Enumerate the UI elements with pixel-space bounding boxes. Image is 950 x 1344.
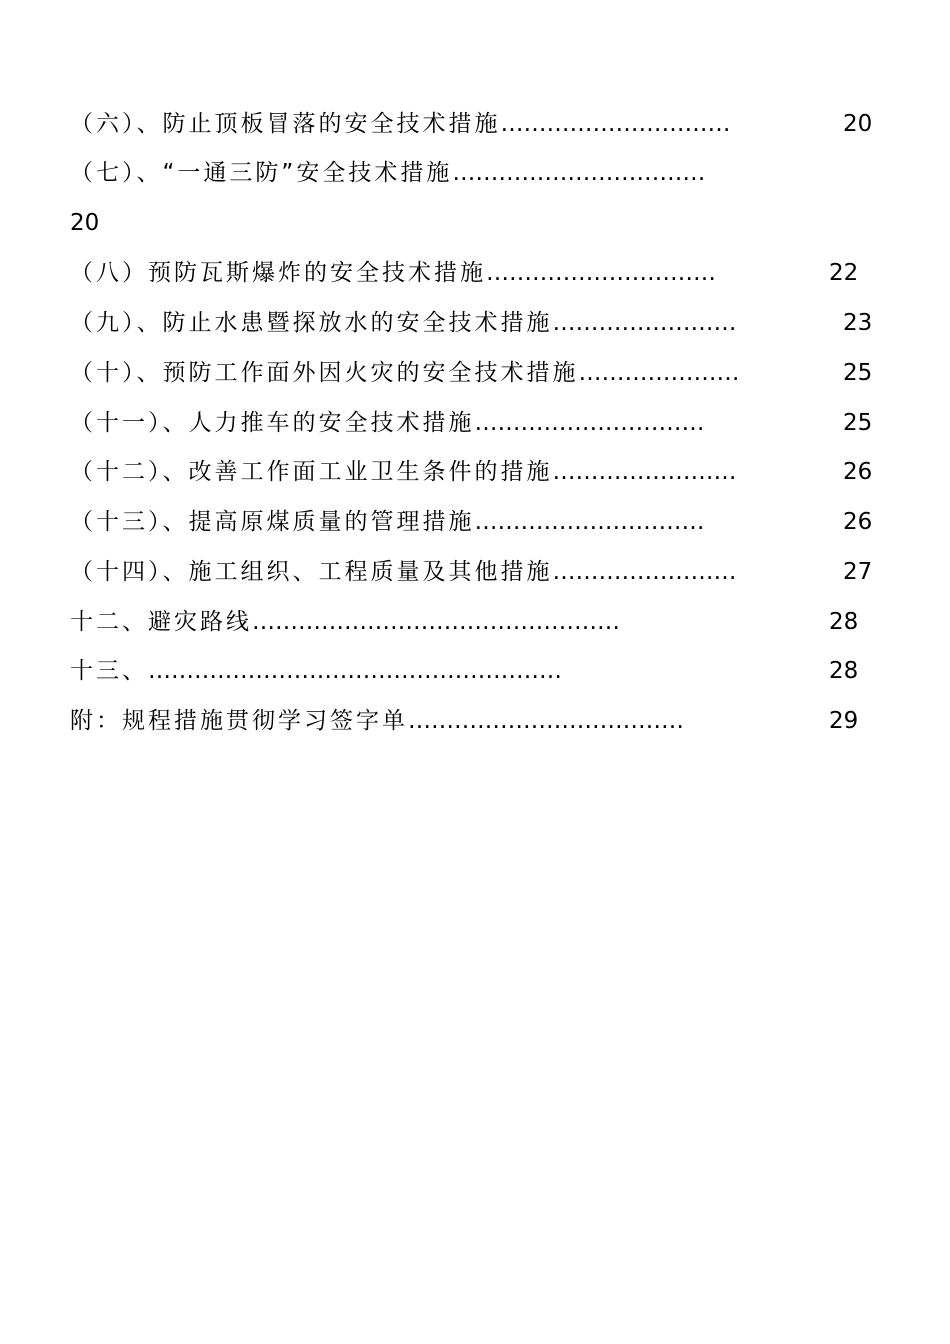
toc-page-number: 22 [829, 260, 859, 286]
toc-entry [70, 651, 815, 691]
toc-entry-label: （十一）、人力推车的安全技术措施 [70, 410, 475, 436]
toc-entry-label: （十）、预防工作面外因火灾的安全技术措施 [70, 360, 579, 386]
toc-entry-label: （十三）、提高原煤质量的管理措施 [70, 509, 475, 535]
toc-leader-dots: ………………………… [474, 509, 705, 535]
toc-page-number: 25 [843, 360, 873, 386]
toc-leader-dots: ………………………………………… [252, 609, 620, 635]
toc-page-number: 23 [843, 310, 873, 336]
toc-page-number: 20 [70, 210, 100, 236]
toc-entry [70, 452, 840, 492]
toc-entry [70, 701, 815, 741]
toc-page-number: 26 [843, 509, 873, 535]
toc-leader-dots: ………………………… [500, 111, 731, 137]
toc-page-number: 26 [843, 459, 873, 485]
toc-leader-dots: ………………………… [474, 410, 705, 436]
toc-leader-dots: …………………… [552, 310, 737, 336]
toc-leader-dots: …………………………… [452, 160, 706, 186]
toc-entry-label: （七）、“一通三防”安全技术措施 [70, 160, 453, 186]
toc-page-number: 28 [829, 609, 859, 635]
toc-entry [70, 153, 880, 193]
toc-leader-dots: ……………………………… [408, 708, 684, 734]
toc-entry [70, 502, 840, 542]
toc-entry-label: 十三、 [70, 658, 148, 684]
toc-entry-label: 十二、避灾路线 [70, 609, 252, 635]
toc-leader-dots: ………………… [578, 360, 740, 386]
toc-entry [70, 104, 850, 144]
toc-page-number: 25 [843, 410, 873, 436]
toc-entry [70, 303, 840, 343]
toc-page-number: 27 [843, 559, 873, 585]
toc-leader-dots: ………………………… [486, 260, 716, 286]
toc-entry [70, 552, 840, 592]
toc-leader-dots: ……………………………………………… [148, 658, 562, 684]
toc-entry [70, 353, 840, 393]
toc-entry [70, 253, 815, 293]
toc-entry-label: （六）、防止顶板冒落的安全技术措施 [70, 111, 501, 137]
toc-page-number: 28 [829, 658, 859, 684]
toc-entry [70, 602, 815, 642]
toc-entry-label: 附：规程措施贯彻学习签字单 [70, 708, 408, 734]
toc-page-number: 20 [843, 111, 873, 137]
toc-entry-label: （八）预防瓦斯爆炸的安全技术措施 [70, 260, 486, 286]
toc-leader-dots: …………………… [552, 459, 737, 485]
toc-entry-label: （十二）、改善工作面工业卫生条件的措施 [70, 459, 553, 485]
toc-entry [70, 403, 840, 443]
toc-entry-label: （九）、防止水患暨探放水的安全技术措施 [70, 310, 553, 336]
toc-entry-label: （十四）、施工组织、工程质量及其他措施 [70, 559, 553, 585]
toc-page-number: 29 [829, 708, 859, 734]
toc-leader-dots: …………………… [552, 559, 737, 585]
